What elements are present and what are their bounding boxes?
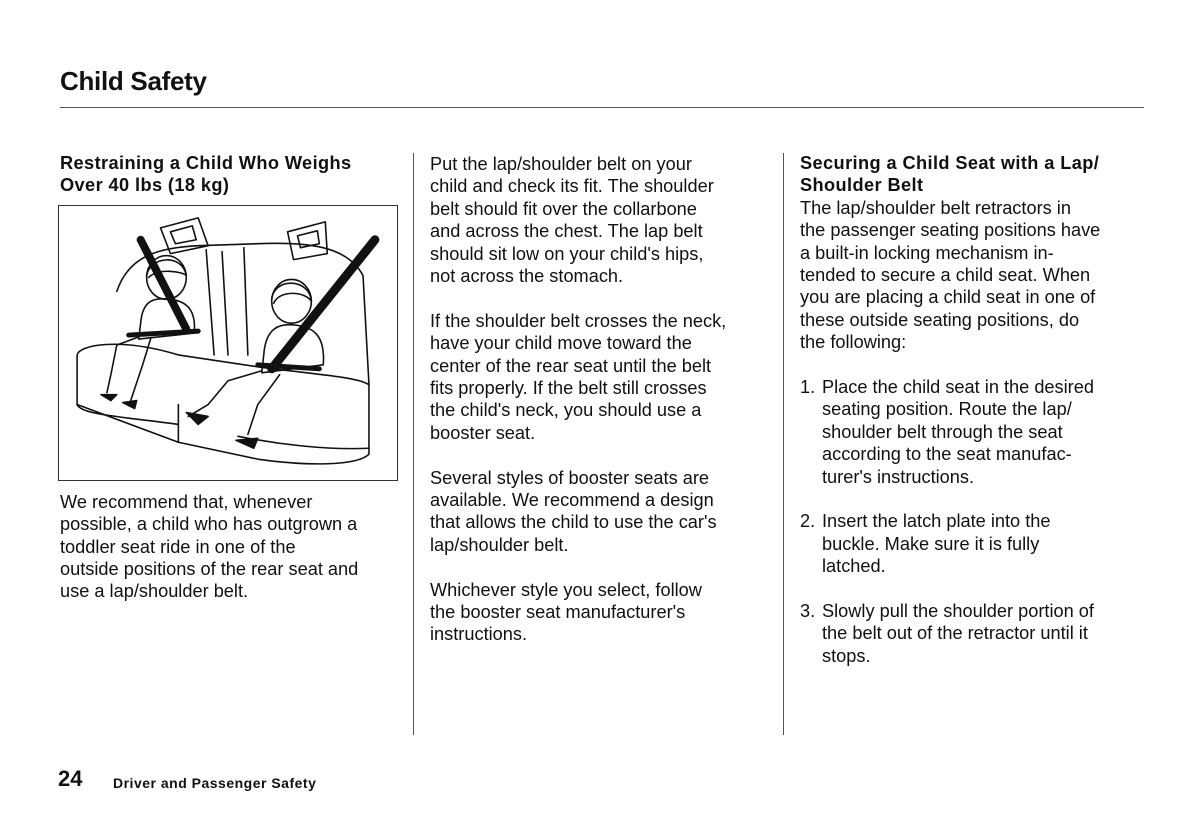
paragraph-manufacturer-instructions: Whichever style you select, follow the booster seat manufacturer's instructions. xyxy=(430,579,702,645)
paragraph-neck-crossing: If the shoulder belt crosses the neck, have your child move toward the center of the rear seat until the belt fits properly. If the belt still crosses the child's neck, you should use a booster seat. xyxy=(430,310,727,443)
column-1 xyxy=(60,152,405,603)
column-divider-right xyxy=(783,153,784,735)
section-heading-booster: Restraining a Child Who Weighs Over 40 lbs (18 kg) xyxy=(60,153,352,196)
footer-section-title: Driver and Passenger Safety xyxy=(113,775,317,791)
column-3 xyxy=(800,152,1145,667)
step-3: 3. Slowly pull the shoulder portion of the belt out of the retractor until it stops. xyxy=(800,601,1094,666)
column-divider-left xyxy=(413,153,414,735)
page-number: 24 xyxy=(58,766,83,791)
page-title: Child Safety xyxy=(60,66,207,96)
booster-recommendation-text: We recommend that, whenever possible, a child who has outgrown a toddler seat ride in one of the outside positions of the rear seat and use a lap/shoulder belt. xyxy=(60,491,359,602)
section-heading-child-seat: Securing a Child Seat with a Lap/ Shoulder Belt xyxy=(800,153,1100,196)
step-1: 1. Place the child seat in the desired seating position. Route the lap/ shoulder belt through the seat according to the seat manufac- turer's instructions. xyxy=(800,377,1094,487)
column-2 xyxy=(430,153,775,646)
title-rule xyxy=(60,107,1144,108)
step-2: 2. Insert the latch plate into the buckle. Make sure it is fully latched. xyxy=(800,511,1051,577)
rear-seat-illustration xyxy=(58,205,398,481)
paragraph-locking-mechanism: The lap/shoulder belt retractors in the passenger seating positions have a built-in locking mechanism in- tended to secure a child seat. When you are placing a child seat in one of these outside seating positions, do the following: xyxy=(800,197,1101,353)
paragraph-belt-fit: Put the lap/shoulder belt on your child and check its fit. The shoulder belt should fit over the collarbone and across the chest. The lap belt should sit low on your child's hips, not across the stomach. xyxy=(430,154,714,287)
paragraph-booster-styles: Several styles of booster seats are available. We recommend a design that allows the child to use the car's lap/shoulder belt. xyxy=(430,467,717,555)
installation-steps xyxy=(800,376,1145,667)
children-in-rear-seat-drawing xyxy=(59,206,397,480)
